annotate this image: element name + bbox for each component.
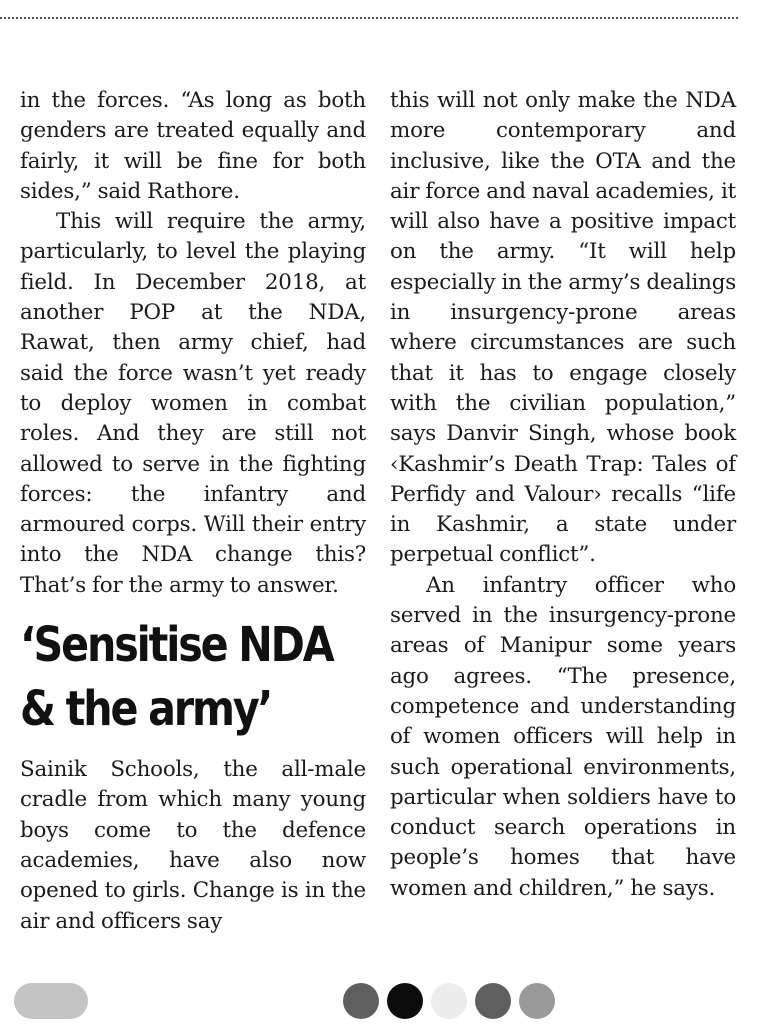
- page-dot-3[interactable]: [431, 983, 467, 1019]
- paragraph-level-playing-field: This will require the army, particularly, to level the playing field. In December 2018, at another POP at the NDA, Rawat, then army chief, had said the force wasn’t yet ready to deploy women in combat roles. And they are still not allowed to serve in the fighting forces: the infantry and armoured corps. Will their entry into the NDA change this? That’s for the army to answer.: [20, 209, 366, 598]
- top-dotted-divider: [0, 17, 738, 19]
- section-headline: [20, 613, 364, 741]
- paragraph-sainik-schools: Sainik Schools, the all-male cradle from which many young boys come to the defence academies, have also now opened to girls. Change is in the air and officers say: [20, 757, 366, 934]
- page-dot-2-current[interactable]: [387, 983, 423, 1019]
- article-column-left: [20, 86, 366, 937]
- page-dot-1[interactable]: [343, 983, 379, 1019]
- paragraph-rathore-quote: in the forces. “As long as both genders are treated equally and fairly, it will be fine for both sides,” said Rathore.: [20, 88, 366, 204]
- article-column-right: [390, 86, 736, 904]
- headline-line-1: ‘Sensitise NDA: [20, 617, 333, 674]
- page-dot-4[interactable]: [475, 983, 511, 1019]
- paragraph-infantry-officer: An infantry officer who served in the insurgency-prone areas of Manipur some years ago agrees. “The presence, competence and understanding of women officers will help in such operational environments, particular when soldiers have to conduct search operations in people’s homes that have women and children,” he says.: [390, 572, 736, 901]
- page-dot-5[interactable]: [519, 983, 555, 1019]
- page-indicator-pill[interactable]: [14, 983, 88, 1019]
- page-indicator: [0, 983, 768, 1023]
- paragraph-danvir-singh: this will not only make the NDA more contemporary and inclusive, like the OTA and the air force and naval academies, it will also have a positive impact on the army. “It will help especially in the army’s dealings in insurgency-prone areas where circumstances are such that it has to engage closely with the civilian population,” says Danvir Singh, whose book ‹Kashmir’s Death Trap: Tales of Perfidy and Valour› recalls “life in Kashmir, a state under perpetual conflict”.: [390, 88, 736, 568]
- headline-line-2: & the army’: [20, 681, 272, 738]
